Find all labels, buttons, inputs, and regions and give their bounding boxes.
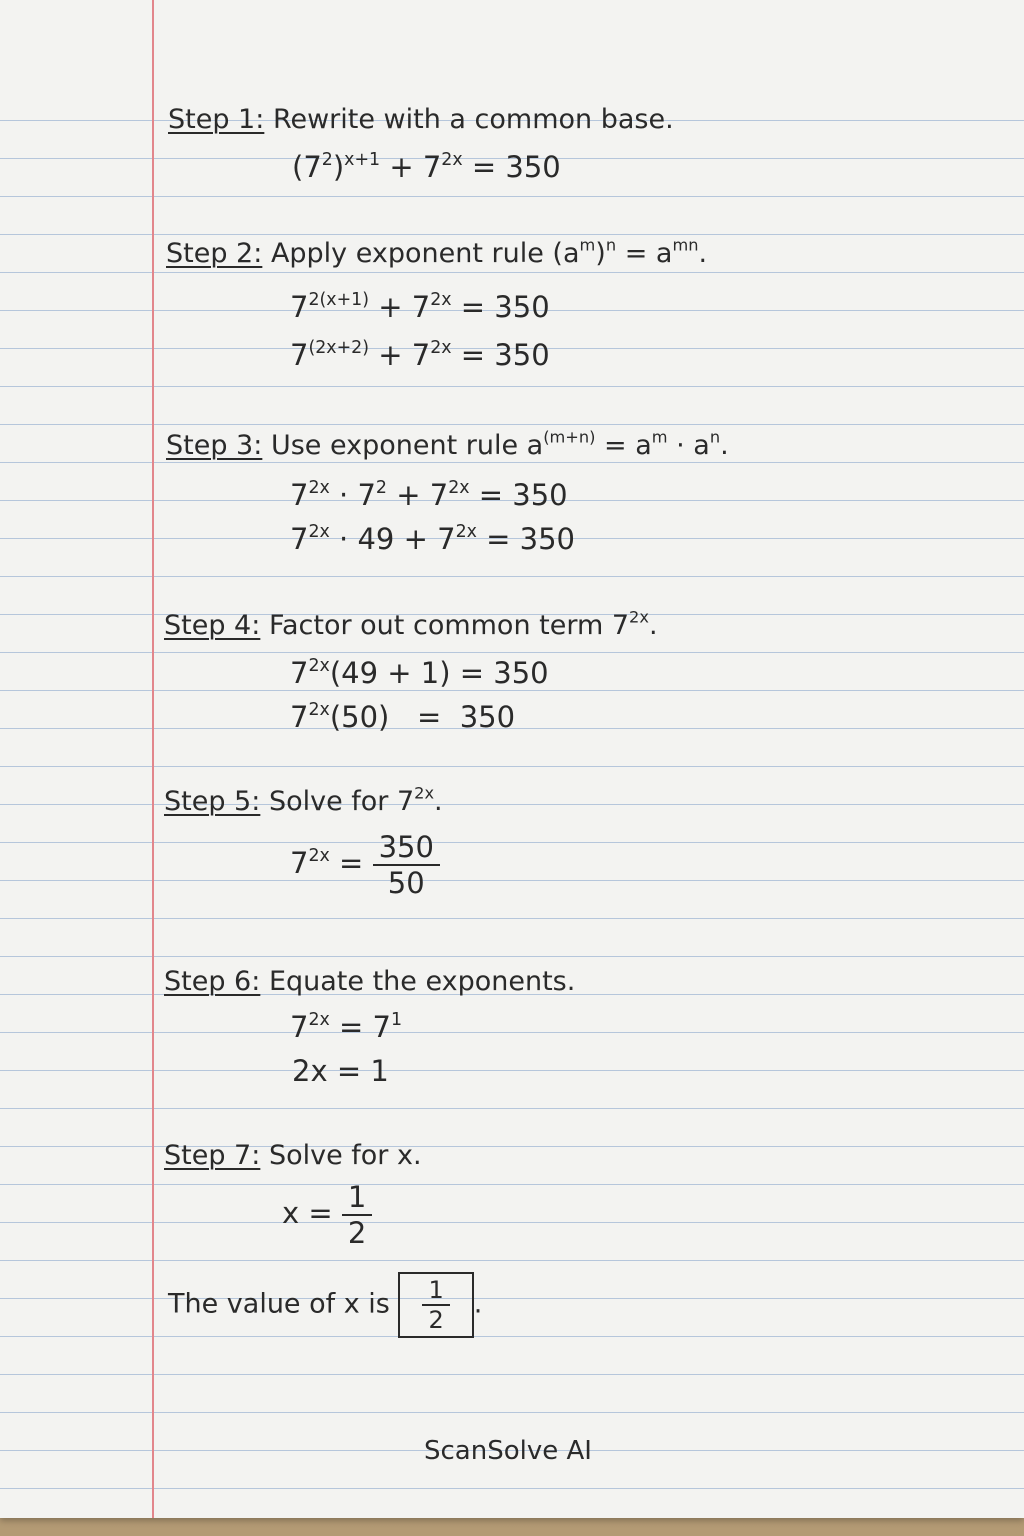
answer-fraction: $\frac{1}{2}$ [422, 1276, 449, 1334]
step-7-equation: x = $\frac{1}{2}$ [282, 1180, 372, 1250]
step-7-text: Solve for x. [268, 1140, 422, 1171]
answer-box [398, 1272, 473, 1338]
step-7-label: Step 7: [164, 1140, 261, 1171]
step-6-equation-2: 2x = 1 [292, 1054, 389, 1088]
step-4-equation-1: $7^{2x}(49 + 1) = 350$ [290, 655, 549, 690]
step-2-heading [166, 235, 708, 269]
step-1-equation: $(7^2)^{x+1} + 7^{2x} = 350$ [292, 149, 561, 184]
step-3-equation-2: $7^{2x} \cdot 49 + 7^{2x} = 350$ [290, 521, 576, 556]
step-4-label: Step 4: [164, 610, 261, 641]
conclusion-line: The value of x is $\frac{1}{2}$ . [168, 1272, 482, 1338]
step-7-heading [164, 1140, 422, 1171]
step-5-heading [164, 783, 443, 817]
step-6-label: Step 6: [164, 966, 261, 997]
step-4-text: Factor out common term $7^{2x}$. [268, 607, 658, 641]
step-5-label: Step 5: [164, 786, 261, 817]
step-2-equation-2: $7^{(2x+2)} + 7^{2x} = 350$ [290, 337, 550, 372]
footer-brand: ScanSolve AI [424, 1436, 592, 1466]
step-4-equation-2: $7^{2x}(50) = 350$ [290, 699, 516, 734]
step-3-label: Step 3: [166, 430, 263, 461]
step-1-heading [168, 104, 674, 135]
step-1-text: Rewrite with a common base. [272, 104, 674, 135]
step-4-heading [164, 607, 658, 641]
step-2-text: Apply exponent rule $(a^m)^n = a^{mn}$. [270, 235, 708, 269]
step-7-fraction: $\frac{1}{2}$ [342, 1180, 372, 1250]
step-1-label: Step 1: [168, 104, 265, 135]
step-6-text: Equate the exponents. [268, 966, 576, 997]
step-5-fraction: $\frac{350}{50}$ [373, 830, 440, 900]
step-3-equation-1: $7^{2x} \cdot 7^2 + 7^{2x} = 350$ [290, 477, 568, 512]
step-6-equation-1: $7^{2x} = 7^1$ [290, 1009, 403, 1044]
step-2-equation-1: $7^{2(x+1)} + 7^{2x} = 350$ [290, 289, 550, 324]
step-2-label: Step 2: [166, 238, 263, 269]
step-3-heading [166, 427, 729, 461]
step-5-text: Solve for $7^{2x}$. [268, 783, 443, 817]
step-3-text: Use exponent rule $a^{(m+n)} = a^m \cdot a^n$. [270, 427, 729, 461]
conclusion-text: The value of x is [168, 1288, 390, 1320]
step-6-heading [164, 966, 575, 997]
step-5-equation: $7^{2x}$ = $\frac{350}{50}$ [290, 830, 440, 900]
margin-line [152, 0, 154, 1518]
